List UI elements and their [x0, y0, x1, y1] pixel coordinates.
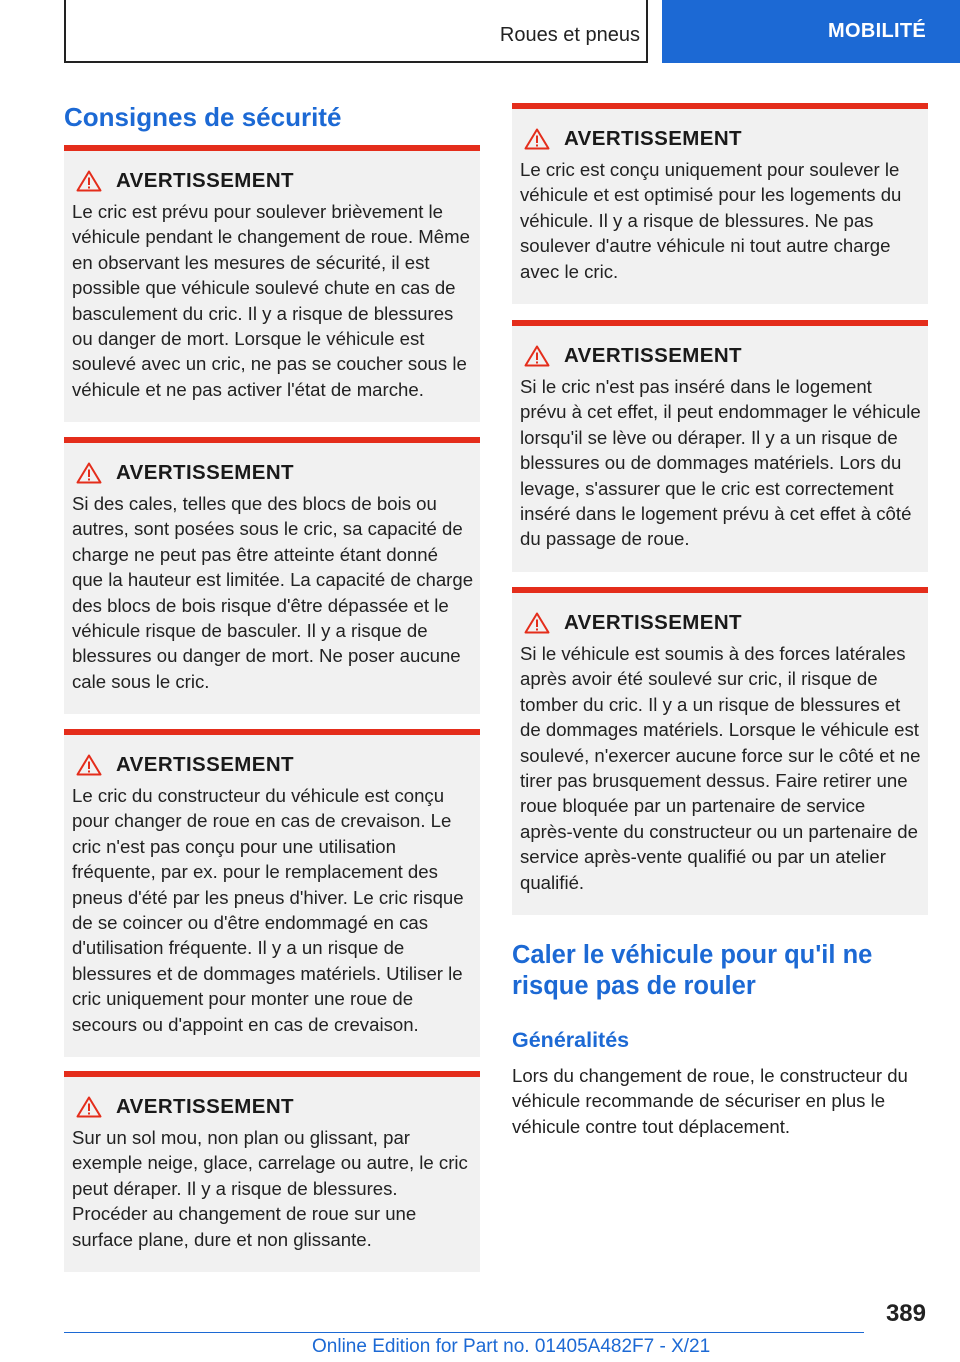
- warning-title: AVERTISSEMENT: [564, 611, 742, 634]
- warning-title-row: [72, 1095, 474, 1119]
- warning-title: AVERTISSEMENT: [116, 1095, 294, 1118]
- warning-title: AVERTISSEMENT: [116, 753, 294, 776]
- header-chapter-tab: [662, 0, 960, 63]
- warning-triangle-icon: [76, 462, 102, 484]
- warning-title-row: [520, 127, 922, 151]
- warning-triangle-icon: [524, 345, 550, 367]
- warning-text: Si le cric n'est pas inséré dans le logement prévu à cet effet, il peut endommager le véhicule lorsqu'il se lève ou déraper. Il y a un risque de blessures ou de dommages matériels. Lors du levage, s'assurer que le cric est correctement inséré dans le logement prévu à cet effet à côté du passage de roue.: [520, 376, 921, 550]
- warning-title-row: [72, 461, 474, 485]
- warning-text: Si le véhicule est soumis à des forces latérales après avoir été soulevé sur cric, il risque de tomber du cric. Il y a un risque de blessures et de dommages matériels. Lorsque le véhicule est soulevé, n'exercer aucune force sur le côté et ne tirer pas brusquement dessus. Faire retirer une roue bloquée par un partenaire de service après-vente du constructeur ou un partenaire de service après-vente qualifié ou par un atelier qualifié.: [520, 643, 921, 893]
- page-number: 389: [885, 1300, 926, 1327]
- warning-triangle-icon: [76, 170, 102, 192]
- warning-box: [64, 145, 480, 422]
- warning-triangle-icon: [76, 1096, 102, 1118]
- header-chapter-label: MOBILITÉ: [828, 20, 926, 42]
- footer-divider: [64, 1332, 864, 1333]
- warning-text: Sur un sol mou, non plan ou glissant, par exemple neige, glace, carrelage ou autre, le cric peut déraper. Il y a risque de blessures. Procéder au changement de roue sur une surface plane, dure et non glissante.: [72, 1127, 468, 1250]
- warning-triangle-icon: [76, 754, 102, 776]
- warning-title: AVERTISSEMENT: [564, 127, 742, 150]
- warning-box: [64, 1071, 480, 1272]
- warning-title: AVERTISSEMENT: [116, 169, 294, 192]
- warning-text: Si des cales, telles que des blocs de bois ou autres, sont posées sous le cric, sa capacité de charge ne peut pas être atteinte étant donné que la hauteur est limitée. La capacité de charge des blocs de bois risque d'être dépassée et le véhicule risque de basculer. Il y a risque de blessures ou danger de mort. Ne poser aucune cale sous le cric.: [72, 493, 474, 692]
- warning-title-row: [72, 753, 474, 777]
- warning-box: [512, 103, 928, 304]
- subsection-heading: Généralités: [512, 1028, 630, 1052]
- warning-title: AVERTISSEMENT: [116, 461, 294, 484]
- warning-title: AVERTISSEMENT: [564, 344, 742, 367]
- section-heading: Caler le véhicule pour qu'il ne risque pas de rouler: [512, 941, 873, 1000]
- footer-edition: Online Edition for Part no. 01405A482F7 - X/21: [312, 1336, 711, 1357]
- warning-box: [512, 320, 928, 572]
- header-section-title: Roues et pneus: [499, 24, 640, 46]
- warning-triangle-icon: [524, 128, 550, 150]
- page-title: Consignes de sécurité: [64, 102, 342, 132]
- warning-box: [64, 437, 480, 714]
- warning-title-row: [520, 611, 922, 635]
- warning-triangle-icon: [524, 612, 550, 634]
- warning-title-row: [520, 344, 922, 368]
- general-paragraph: Lors du changement de roue, le constructeur du véhicule recommande de sécuriser en plus le véhicule contre tout déplacement.: [512, 1065, 908, 1137]
- warning-text: Le cric du constructeur du véhicule est conçu pour changer de roue en cas de crevaison. Le cric n'est pas conçu pour une utilisation fréquente, par ex. pour le remplacement des pneus d'été par les pneus d'hiver. Le cric risque de se coincer ou d'être endommagé en cas d'utilisation fréquente. Il y a un risque de blessures et de dommages matériels. Utiliser le cric uniquement pour monter une roue de secours ou d'appoint en cas de crevaison.: [72, 785, 464, 1035]
- warning-box: [64, 729, 480, 1057]
- warning-text: Le cric est conçu uniquement pour soulever le véhicule et est optimisé pour les logements du véhicule. Il y a risque de blessures. Ne pas soulever d'autre véhicule ni tout autre charge avec le cric.: [520, 159, 902, 282]
- warning-title-row: [72, 169, 474, 193]
- warning-text: Le cric est prévu pour soulever brièvement le véhicule pendant le changement de roue. Même en observant les mesures de sécurité, il est possible que véhicule soulevé chute en cas de basculement du cric. Il y a risque de blessures ou danger de mort. Lorsque le véhicule est soulevé avec un cric, ne pas se coucher sous le véhicule et ne pas activer l'état de marche.: [72, 201, 470, 400]
- warning-box: [512, 587, 928, 915]
